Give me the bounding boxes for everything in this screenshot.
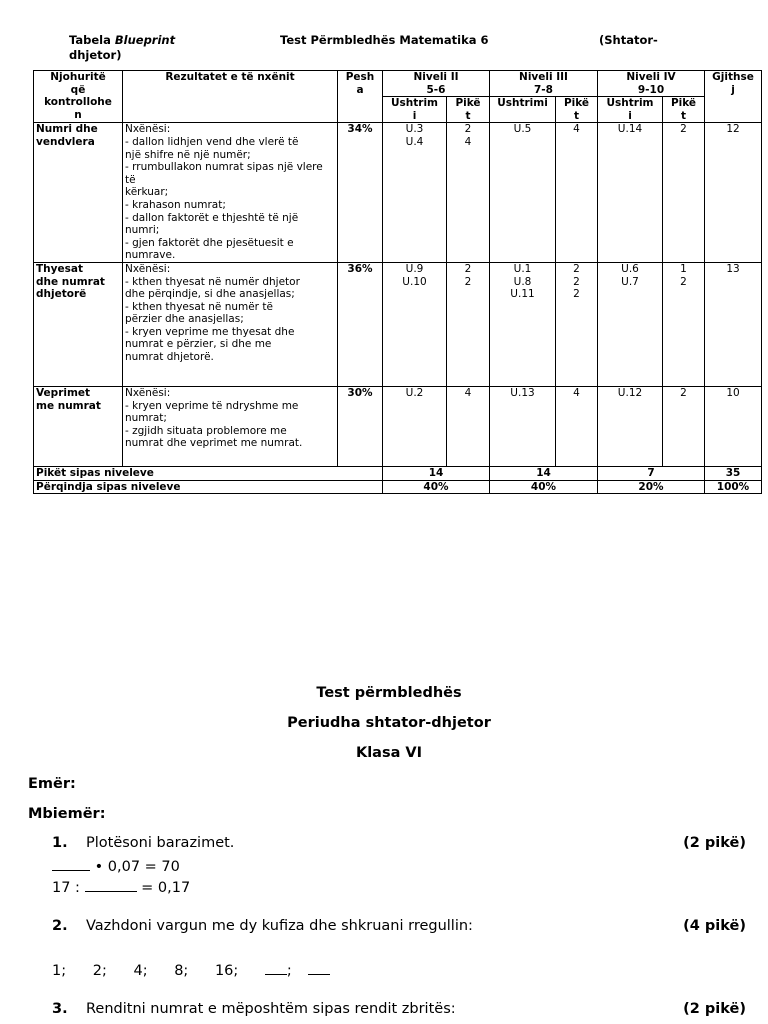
cell-line: Ushtrim [391, 97, 438, 110]
cell-line: Njohuritë [50, 71, 106, 83]
test-title-header: Test Përmbledhës Matematika 6 [280, 33, 489, 47]
head-pt-4 [663, 97, 705, 123]
cell-line: numrat e përzier, si dhe me [125, 338, 272, 351]
cell-line: Niveli III [519, 71, 568, 83]
equation-2-prefix: 17 : [52, 880, 85, 896]
points-level-3-cell [556, 386, 598, 466]
cell-line: 4 [573, 123, 580, 136]
topic-cell [34, 123, 123, 263]
cell-line: Pesh [345, 71, 375, 83]
points-level-4: 7 [598, 466, 705, 480]
cell-line: numrave. [125, 249, 176, 262]
blueprint-label: Tabela Blueprint [69, 33, 176, 47]
weight-cell: 36% [338, 262, 383, 386]
cell-line: U.4 [405, 135, 424, 148]
cell-line: U.13 [510, 386, 535, 399]
name-label: Emër: [28, 776, 76, 792]
sequence-term-3: 4; [133, 963, 148, 979]
points-level-2-cell [447, 386, 490, 466]
cell-line: U.12 [617, 386, 643, 399]
answer-blank-2[interactable] [85, 877, 137, 892]
cell-line: 2 [680, 386, 687, 399]
percent-level-4: 20% [598, 480, 705, 494]
blueprint-table [33, 70, 762, 494]
cell-line: numrat dhjetorë. [125, 351, 214, 364]
cell-line: j [731, 83, 735, 96]
question-2 [52, 918, 746, 934]
cell-line: 5-6 [426, 83, 446, 96]
cell-line: t [573, 109, 580, 122]
cell-line: U.1 [513, 262, 532, 275]
cell-line: me numrat [36, 399, 101, 412]
cell-line: Veprimet [36, 386, 91, 399]
cell-line: 2 [573, 288, 580, 301]
exercise-level-3-cell [490, 123, 556, 263]
cell-line: 2 [464, 262, 472, 275]
cell-line: dhe përqindje, si dhe anasjellas; [125, 288, 295, 301]
cell-line: - kryen veprime të ndryshme me [125, 399, 299, 412]
cell-line: - zgjidh situata problemore me [125, 424, 287, 437]
cell-line: Gjithse [712, 71, 754, 83]
exercise-level-3-cell [490, 386, 556, 466]
cell-line: - kryen veprime me thyesat dhe [125, 325, 295, 338]
cell-line: që [70, 83, 86, 96]
cell-line: 2 [680, 123, 687, 136]
cell-line: t [465, 109, 471, 122]
cell-line: 1 [680, 262, 687, 275]
cell-line: 7-8 [534, 83, 553, 96]
cell-line: numrat dhe veprimet me numrat. [125, 437, 303, 450]
cell-line: U.5 [513, 123, 532, 136]
percent-total: 100% [705, 480, 762, 494]
head-pt-3 [556, 97, 598, 123]
cell-line: 4 [573, 386, 580, 399]
cell-line: dhjetorë [36, 288, 87, 301]
outcomes-cell [123, 386, 338, 466]
cell-line: - dallon lidhjen vend dhe vlerë të [125, 135, 299, 148]
points-level-2-cell [447, 123, 490, 263]
points-level-4-cell [663, 123, 705, 263]
equation-1-text: • 0,07 = 70 [94, 859, 180, 875]
cell-line: Thyesat [36, 262, 83, 275]
outcomes-cell [123, 262, 338, 386]
cell-line: Niveli IV [626, 71, 676, 83]
total-cell: 12 [705, 123, 762, 263]
head-level-4 [598, 71, 705, 97]
cell-line: 2 [573, 275, 580, 288]
total-cell: 10 [705, 386, 762, 466]
outcomes-cell [123, 123, 338, 263]
sequence-term-5: 16; [214, 963, 239, 979]
head-knowledge [34, 71, 123, 123]
equation-2 [52, 877, 190, 896]
head-ex-2 [383, 97, 447, 123]
cell-line: t [680, 109, 687, 122]
question-2-text: Vazhdoni vargun me dy kufiza dhe shkruani rregullin: [86, 918, 473, 934]
cell-line: Nxënësi: [125, 386, 171, 399]
cell-line: - dallon faktorët e thjeshtë të një [125, 211, 299, 224]
points-level-3-cell [556, 123, 598, 263]
head-level-2 [383, 71, 490, 97]
points-level-2: 14 [383, 466, 490, 480]
percent-level-2: 40% [383, 480, 490, 494]
cell-line: Niveli II [413, 71, 459, 83]
question-3-points: (2 pikë) [683, 1001, 746, 1017]
test-class: Klasa VI [355, 745, 423, 761]
cell-line: a [356, 83, 364, 96]
cell-line: n [74, 108, 82, 121]
cell-line: U.8 [513, 275, 532, 288]
weight-cell: 34% [338, 123, 383, 263]
cell-line: dhe numrat [36, 275, 105, 288]
cell-line: U.6 [621, 262, 639, 275]
cell-line: vendvlera [36, 135, 95, 148]
cell-line: U.2 [405, 386, 424, 399]
head-ex-3: Ushtrimi [490, 97, 556, 123]
cell-line: Pikë [455, 97, 481, 110]
cell-line: - rrumbullakon numrat sipas një vlere të [125, 161, 323, 186]
question-1-points: (2 pikë) [683, 835, 746, 851]
cell-line: Numri dhe [36, 123, 98, 136]
question-1-text: Plotësoni barazimet. [86, 835, 235, 851]
cell-line: - kthen thyesat në numër të [125, 300, 273, 313]
surname-label: Mbiemër: [28, 806, 106, 822]
cell-line: numri; [125, 224, 160, 237]
topic-cell [34, 386, 123, 466]
question-1-number: 1. [52, 835, 68, 851]
points-total: 35 [705, 466, 762, 480]
test-title: Test përmbledhës [316, 685, 462, 701]
question-2-points: (4 pikë) [683, 918, 746, 934]
cell-line: Nxënësi: [125, 123, 171, 136]
exercise-level-2-cell [383, 262, 447, 386]
points-level-3-cell [556, 262, 598, 386]
head-outcomes: Rezultatet e të nxënit [123, 71, 338, 123]
equation-2-suffix: = 0,17 [136, 880, 191, 896]
cell-line: U.10 [402, 275, 427, 288]
question-2-number: 2. [52, 918, 68, 934]
head-ex-4 [598, 97, 663, 123]
cell-line: kontrollohe [44, 96, 112, 109]
points-row-label: Pikët sipas niveleve [34, 466, 383, 480]
question-1 [52, 835, 746, 851]
topic-cell [34, 262, 123, 386]
cell-line: U.14 [617, 123, 643, 136]
sequence-blank-1[interactable] [265, 960, 287, 975]
points-level-2-cell [447, 262, 490, 386]
question-3-number: 3. [52, 1001, 68, 1017]
cell-line: i [628, 109, 632, 122]
cell-line: U.11 [510, 288, 535, 301]
equation-1 [52, 856, 180, 875]
cell-line: Nxënësi: [125, 262, 171, 275]
table-row [34, 386, 762, 466]
table-row [34, 262, 762, 386]
cell-line: U.7 [621, 275, 639, 288]
points-level-3: 14 [490, 466, 598, 480]
points-level-4-cell [663, 262, 705, 386]
cell-line: përzier dhe anasjellas; [125, 313, 244, 326]
points-level-4-cell [663, 386, 705, 466]
cell-line: 2 [464, 275, 472, 288]
cell-line: 2 [680, 275, 687, 288]
exercise-level-4-cell [598, 123, 663, 263]
head-level-3 [490, 71, 598, 97]
cell-line: një shifre në një numër; [125, 148, 251, 161]
cell-line: 9-10 [637, 83, 665, 96]
weight-cell: 30% [338, 386, 383, 466]
cell-line: 4 [464, 386, 472, 399]
period-header-b: dhjetor) [69, 48, 122, 62]
sequence-blank-2[interactable] [308, 960, 330, 975]
question-3-text: Renditni numrat e mëposhtëm sipas rendit zbritës: [86, 1001, 456, 1017]
exercise-level-4-cell [598, 262, 663, 386]
cell-line: Pikë [563, 97, 590, 110]
cell-line: 2 [464, 123, 472, 136]
sequence-row [52, 960, 330, 979]
cell-line: kërkuar; [125, 186, 169, 199]
cell-line: Pikë [670, 97, 697, 110]
total-cell: 13 [705, 262, 762, 386]
percent-row-label: Përqindja sipas niveleve [34, 480, 383, 494]
sequence-separator: ; [286, 963, 292, 979]
cell-line: - krahason numrat; [125, 198, 226, 211]
exercise-level-3-cell [490, 262, 556, 386]
exercise-level-2-cell [383, 386, 447, 466]
exercise-level-4-cell [598, 386, 663, 466]
head-weight [338, 71, 383, 123]
sequence-term-2: 2; [92, 963, 107, 979]
head-total [705, 71, 762, 123]
test-period: Periudha shtator-dhjetor [287, 715, 491, 731]
cell-line: U.3 [405, 123, 424, 136]
answer-blank-1[interactable] [52, 856, 90, 871]
cell-line: numrat; [125, 412, 167, 425]
cell-line: - kthen thyesat në numër dhjetor [125, 275, 300, 288]
cell-line: Ushtrim [606, 97, 654, 110]
sequence-term-4: 8; [174, 963, 189, 979]
table-row [34, 123, 762, 263]
period-header-a: (Shtator- [599, 33, 658, 47]
cell-line: 4 [464, 135, 472, 148]
question-3 [52, 1001, 746, 1017]
cell-line: U.9 [405, 262, 424, 275]
cell-line: 2 [573, 262, 580, 275]
exercise-level-2-cell [383, 123, 447, 263]
percent-level-3: 40% [490, 480, 598, 494]
cell-line: i [412, 109, 417, 122]
cell-line: - gjen faktorët dhe pjesëtuesit e [125, 236, 294, 249]
sequence-term-1: 1; [52, 963, 67, 979]
head-pt-2 [447, 97, 490, 123]
